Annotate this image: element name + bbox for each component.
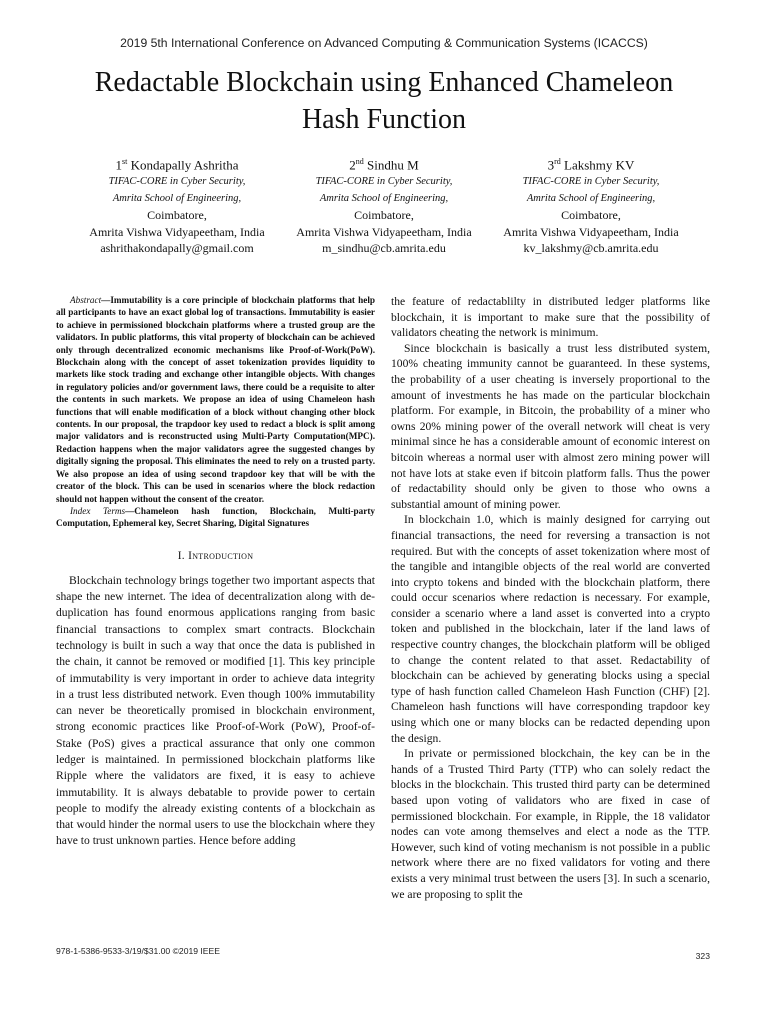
conference-header: 2019 5th International Conference on Advanced Computing & Communication Systems (ICACCS) (120, 36, 648, 50)
page-number: 323 (695, 951, 710, 961)
paper-title-line-1: Redactable Blockchain using Enhanced Chameleon (94, 67, 674, 98)
author-city: Coimbatore, (354, 208, 414, 223)
intro-paragraph: Blockchain technology brings together two important aspects that shape the new internet. The idea of decentralization along with de-duplication has found enormous applications ranging from basic financial transactions to complex smart contracts. Blockchain technology is built in such a way that once the data is published in the chain, it cannot be removed or modified [1]. This key principle of immutability is very important in order to achieve data integrity in a trust less distributed network. Even though 100% immutability can never be theoretically promised in blockchain environment, strong economic practices like Proof-of-Work (PoW), Proof-of-Stake (PoS) gives a practical assurance that only one common ledger is maintained. In permissioned blockchain platforms like Ripple where the validators are fixed, it is easy to achieve immutability. It is always debatable to provide power to certain people to modify the already existing contents of a blockchain as that would hinder the normal users to use the blockchain where they have to trust unknown parties. Hence before adding (56, 573, 375, 848)
author-name (74, 153, 280, 174)
abstract-text: —Immutability is a core principle of blockchain platforms that help all participants to have an exact global log of transactions. Immutability is easier to achieve in permissioned blockchain platforms where a trusted group are the validators. In public platforms, this vital property of blockchain can be achieved only through decentralized economic mechanisms like Proof-of-Work(PoW). Blockchain along with the concept of asset tokenization provides liquidity to markets like stock trading and exchange other intangible objects. With changes in regulatory policies and/or government laws, there could be a requisite to alter the contents in such markets. We propose an idea of using Chameleon hash functions that will enable modification of a block without changing other block contents. In our proposal, the trapdoor key used to redact a block is split among major validators and is reconstructed using Multi-Party Computation(MPC). Redaction happens when the major validators agree the suggested changes by digitally signing the proposal. This eliminates the need to rely on a trusted party. We also propose an idea of using second trapdoor key that will be with the creator of the block. This can be used in scenarios where the block redaction should not happen without the consent of the creator. (56, 295, 375, 504)
author-affiliation: TIFAC-CORE in Cyber Security, (108, 176, 246, 188)
author-name (488, 153, 694, 174)
left-column (56, 294, 375, 850)
copyright-footer: 978-1-5386-9533-3/19/$31.00 ©2019 IEEE (56, 946, 221, 956)
index-terms (56, 505, 375, 530)
author-3 (488, 153, 694, 257)
author-2 (281, 153, 487, 257)
section-title: Introduction (188, 549, 254, 562)
section-heading-introduction (56, 550, 375, 562)
author-university: Amrita Vishwa Vidyapeetham, India (296, 224, 472, 239)
paper-title (30, 64, 738, 138)
author-email: m_sindhu@cb.amrita.edu (322, 241, 446, 256)
body-paragraph: In private or permissioned blockchain, the key can be in the hands of a Trusted Third Party (TTP) who can solely redact the blocks in the blockchain. This trusted third party can be determined based upon voting of validators who are fixed in case of permissioned blockchain. For example, in Ripple, the 18 validator nodes can vote among themselves and elect a node as the TTP. However, such kind of voting mechanism is not possible in a public network where there are no fixed validators for voting and there exists a very minimal trust between the users [3]. In such a scenario, we are proposing to split the (391, 747, 710, 901)
author-1 (74, 153, 280, 257)
author-university: Amrita Vishwa Vidyapeetham, India (89, 224, 265, 239)
author-school: Amrita School of Engineering, (112, 192, 242, 204)
author-email: kv_lakshmy@cb.amrita.edu (523, 241, 659, 256)
author-ordinal-suffix: rd (554, 157, 561, 166)
paper-title-line-2: Hash Function (301, 104, 467, 135)
author-email: ashrithakondapally@gmail.com (100, 241, 254, 256)
section-number: I. (177, 549, 185, 562)
author-ordinal: 2 (349, 157, 356, 173)
author-school: Amrita School of Engineering, (526, 192, 656, 204)
author-city: Coimbatore, (561, 208, 621, 223)
author-affiliation: TIFAC-CORE in Cyber Security, (315, 176, 453, 188)
abstract-label: Abstract (70, 295, 102, 305)
author-name-text: Kondapally Ashritha (130, 157, 239, 173)
author-ordinal-suffix: nd (355, 157, 364, 166)
author-affiliation: TIFAC-CORE in Cyber Security, (522, 176, 660, 188)
body-paragraph: Since blockchain is basically a trust less distributed system, 100% cheating immunity cannot be guaranteed. In these systems, the probability of a user cheating is inversely proportional to the amount of investments he has made on the particular blockchain platform. For example, in Bitcoin, the probability of a miner who owns 20% mining power of the overall network will cheat is very minimal since he has a considerable amount of economic interest on bitcoin whereas a normal user with almost zero mining power will not have lots at stake even if bitcoin platform falls. Thus the power of redactability should only be given to those who owns a substantial amount of mining power. (391, 341, 710, 511)
author-ordinal: 1 (115, 157, 122, 173)
abstract (56, 294, 375, 505)
author-name-text: Sindhu M (367, 157, 419, 173)
author-university: Amrita Vishwa Vidyapeetham, India (503, 224, 679, 239)
body-paragraph: the feature of redactablilty in distributed ledger platforms like blockchain, it is important to make sure that the possibility of validators cheating the network is minimum. (391, 295, 710, 340)
right-column (391, 294, 710, 902)
author-ordinal-suffix: st (121, 157, 128, 166)
author-city: Coimbatore, (147, 208, 207, 223)
index-terms-text: —Chameleon hash function, Blockchain, Multi-party Computation, Ephemeral key, Secret Sharing, Digital Signatures (56, 505, 375, 529)
author-block (74, 153, 694, 257)
body-paragraph: In blockchain 1.0, which is mainly designed for carrying out financial transactions, the need for reversing a transaction is not required. But with the concepts of asset tokenization where most of the tangible and intangible objects of the real world are converted into crypto tokens and binded with the blockchain platform, there could occur scenarios where redaction is necessary. For example, consider a scenario where a land asset is converted into a crypto token and published in the blockchain, later if the land laws of respective country changes, the blockchain platform will be obliged to change the content related to that asset. Redactability of blockchain can be achieved by generating blocks using a special type of hash function called Chameleon Hash Function (CHF) [2]. Chameleon hash functions will have corresponding trapdoor key using which one or many blocks can be redacted depending upon the design. (391, 513, 710, 745)
author-ordinal: 3 (547, 157, 555, 173)
author-name-text: Lakshmy KV (564, 157, 635, 173)
index-terms-label: Index Terms (70, 505, 126, 516)
author-name (281, 153, 487, 174)
author-school: Amrita School of Engineering, (319, 192, 449, 204)
